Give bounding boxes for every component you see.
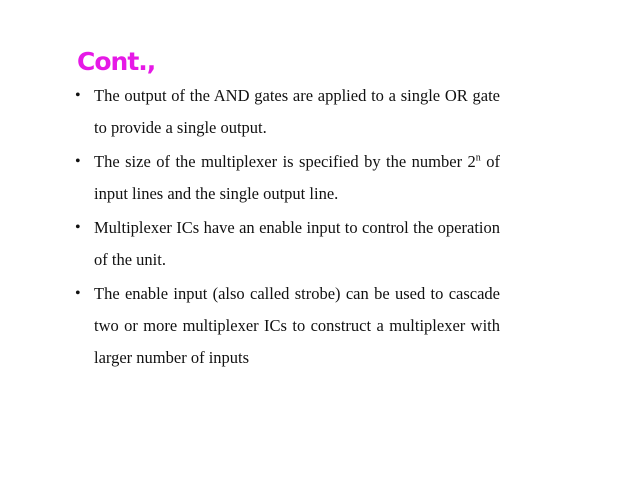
bullet-text: The enable input (also called strobe) can be used to cascade two or more multiplexer ICs to construct a multiplexer with larger number of inputs [94, 284, 500, 367]
bullet-dot: • [75, 285, 81, 302]
bullet-item [75, 80, 500, 144]
bullet-dot: • [75, 153, 81, 170]
slide-title: Cont., [77, 47, 156, 76]
bullet-item [75, 212, 500, 276]
bullet-text [94, 146, 500, 210]
superscript-n: n [475, 152, 481, 164]
bullet-text: The output of the AND gates are applied to a single OR gate to provide a single output. [94, 86, 500, 137]
bullet-dot: • [75, 219, 81, 236]
bullet-text-before: The size of the multiplexer is specified by the number 2 [94, 152, 476, 171]
bullet-text: Multiplexer ICs have an enable input to control the operation of the unit. [94, 218, 500, 269]
bullet-item [75, 146, 500, 210]
bullet-text-after: of input lines and the single output line. [94, 152, 501, 203]
bullet-item [75, 278, 500, 374]
bullet-dot: • [75, 87, 81, 104]
bullet-list [75, 80, 500, 376]
